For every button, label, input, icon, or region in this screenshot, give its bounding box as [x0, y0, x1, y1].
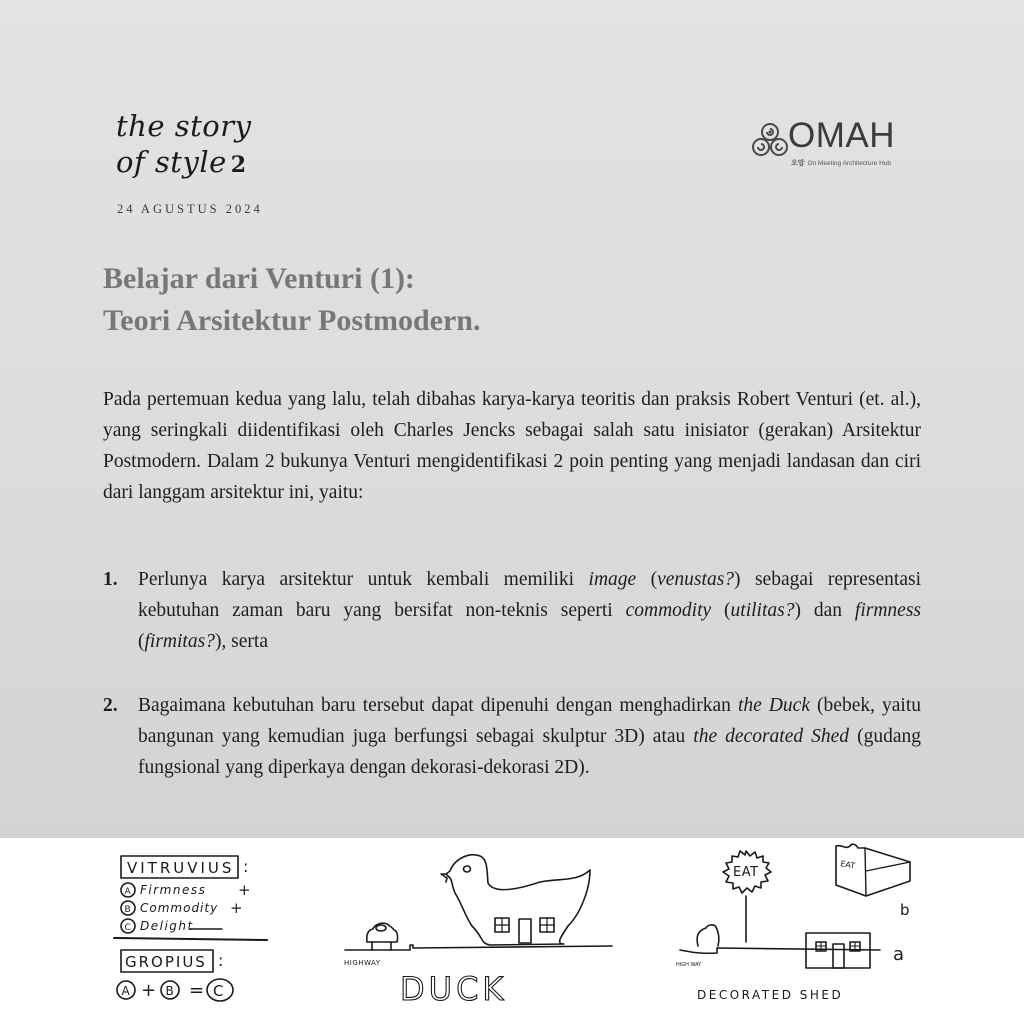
formula-equals: =: [189, 980, 205, 1001]
list-item-text: [138, 564, 921, 657]
list-item-text: [138, 690, 921, 783]
italic-term: firmitas?: [144, 631, 215, 652]
logo-korean-mark: 오맘: [791, 160, 805, 167]
eat-sign-b-text: EAT: [839, 859, 856, 871]
list-item: [103, 564, 921, 657]
text-segment: (: [636, 569, 658, 590]
logo-wordmark: OMAH: [788, 116, 895, 155]
shed-label-b: b: [900, 901, 910, 919]
text-segment: ) dan: [794, 600, 855, 621]
shed-highway-label: HIGH WAY: [676, 962, 702, 968]
event-date: 24 AGUSTUS 2024: [117, 202, 263, 216]
intro-paragraph: Pada pertemuan kedua yang lalu, telah dibahas karya-karya teoritis dan praksis Robert Venturi (et. al.), yang seringkali diidentifikasi oleh Charles Jencks sebagai salah satu inisiator (gerakan) Arsitektur Postmodern. Dalam 2 bukunya Venturi mengidentifikasi 2 poin penting yang menjadi landasan dan ciri dari langgam arsitektur ini, yaitu:: [103, 389, 921, 503]
text-segment: ) sebagai representasi kebutuhan zaman baru yang bersifat non-teknis seperti: [138, 569, 921, 621]
sketch-panel: [0, 838, 1024, 1024]
duck-door: [519, 919, 531, 943]
decorated-shed-caption: DECORATED SHED: [697, 988, 844, 1002]
vitruvius-colon: :: [243, 857, 249, 876]
mark-c: C: [124, 923, 131, 933]
series-title: [116, 108, 251, 183]
divider-line: [114, 938, 267, 940]
vitruvius-item-delight: Delight: [140, 919, 194, 933]
vitruvius-op-2: +: [230, 899, 243, 917]
text-segment: ), serta: [214, 631, 268, 652]
vitruvius-item-firmness: Firmness: [140, 883, 207, 897]
list-item: [103, 690, 921, 783]
shed-car: [697, 925, 719, 946]
text-segment: Bagaimana kebutuhan baru tersebut dapat dipenuhi dengan menghadirkan: [138, 695, 738, 716]
series-number: 2: [230, 152, 247, 178]
formula-b: B: [165, 984, 174, 998]
italic-term: utilitas?: [730, 600, 795, 621]
text-segment: (bebek, yaitu bangunan yang kemudian juga berfungsi sebagai skulptur 3D) atau: [138, 695, 922, 747]
list-item-number: 2.: [103, 695, 118, 716]
text-segment: (: [138, 631, 145, 652]
duck-car: [367, 923, 398, 942]
triple-spiral-icon: [750, 120, 790, 160]
duck-sketch: [345, 855, 612, 950]
formula-c: C: [213, 982, 224, 1000]
formula-a: A: [121, 984, 130, 998]
formula-plus: +: [141, 980, 157, 1001]
omah-logo: [750, 118, 920, 174]
page-title-line1: Belajar dari Venturi (1):: [103, 262, 415, 295]
gropius-colon: :: [218, 951, 224, 970]
vitruvius-heading: VITRUVIUS: [127, 859, 235, 877]
sketch-illustrations: [0, 838, 1024, 1024]
text-segment: Perlunya karya arsitektur untuk kembali memiliki: [138, 569, 589, 590]
list-item-number: 1.: [103, 569, 118, 590]
mark-b: B: [124, 905, 131, 915]
italic-term: commodity: [625, 600, 712, 621]
eat-sign-text: EAT: [733, 865, 759, 880]
gropius-heading: GROPIUS: [125, 953, 207, 971]
page-title: [103, 258, 480, 342]
duck-highway-label: HIGHWAY: [344, 959, 381, 967]
italic-term: firmness: [854, 600, 921, 621]
mark-a: A: [124, 887, 131, 897]
logo-tagline-text: On Meeting Architecture Hub: [807, 160, 891, 167]
duck-caption: DUCK: [400, 970, 508, 1008]
series-title-line2: of style: [116, 145, 227, 179]
shed-label-a: a: [893, 944, 905, 965]
italic-term: image: [588, 569, 637, 590]
series-title-line1: the story: [116, 109, 252, 143]
text-segment: (: [711, 600, 731, 621]
italic-term: venustas?: [657, 569, 735, 590]
decorated-shed-sketch: [680, 844, 910, 968]
italic-term: the Duck: [737, 695, 810, 716]
logo-tagline: [791, 158, 891, 168]
duck-body: [446, 855, 590, 945]
italic-term: the decorated Shed: [693, 726, 850, 747]
vitruvius-op-1: +: [238, 881, 251, 899]
duck-eye: [464, 866, 471, 872]
vitruvius-item-commodity: Commodity: [140, 901, 219, 915]
text-segment: (gudang fungsional yang diperkaya dengan dekorasi-dekorasi 2D).: [138, 726, 921, 778]
duck-ground-line: [345, 945, 612, 950]
page-title-line2: Teori Arsitektur Postmodern.: [103, 304, 481, 337]
